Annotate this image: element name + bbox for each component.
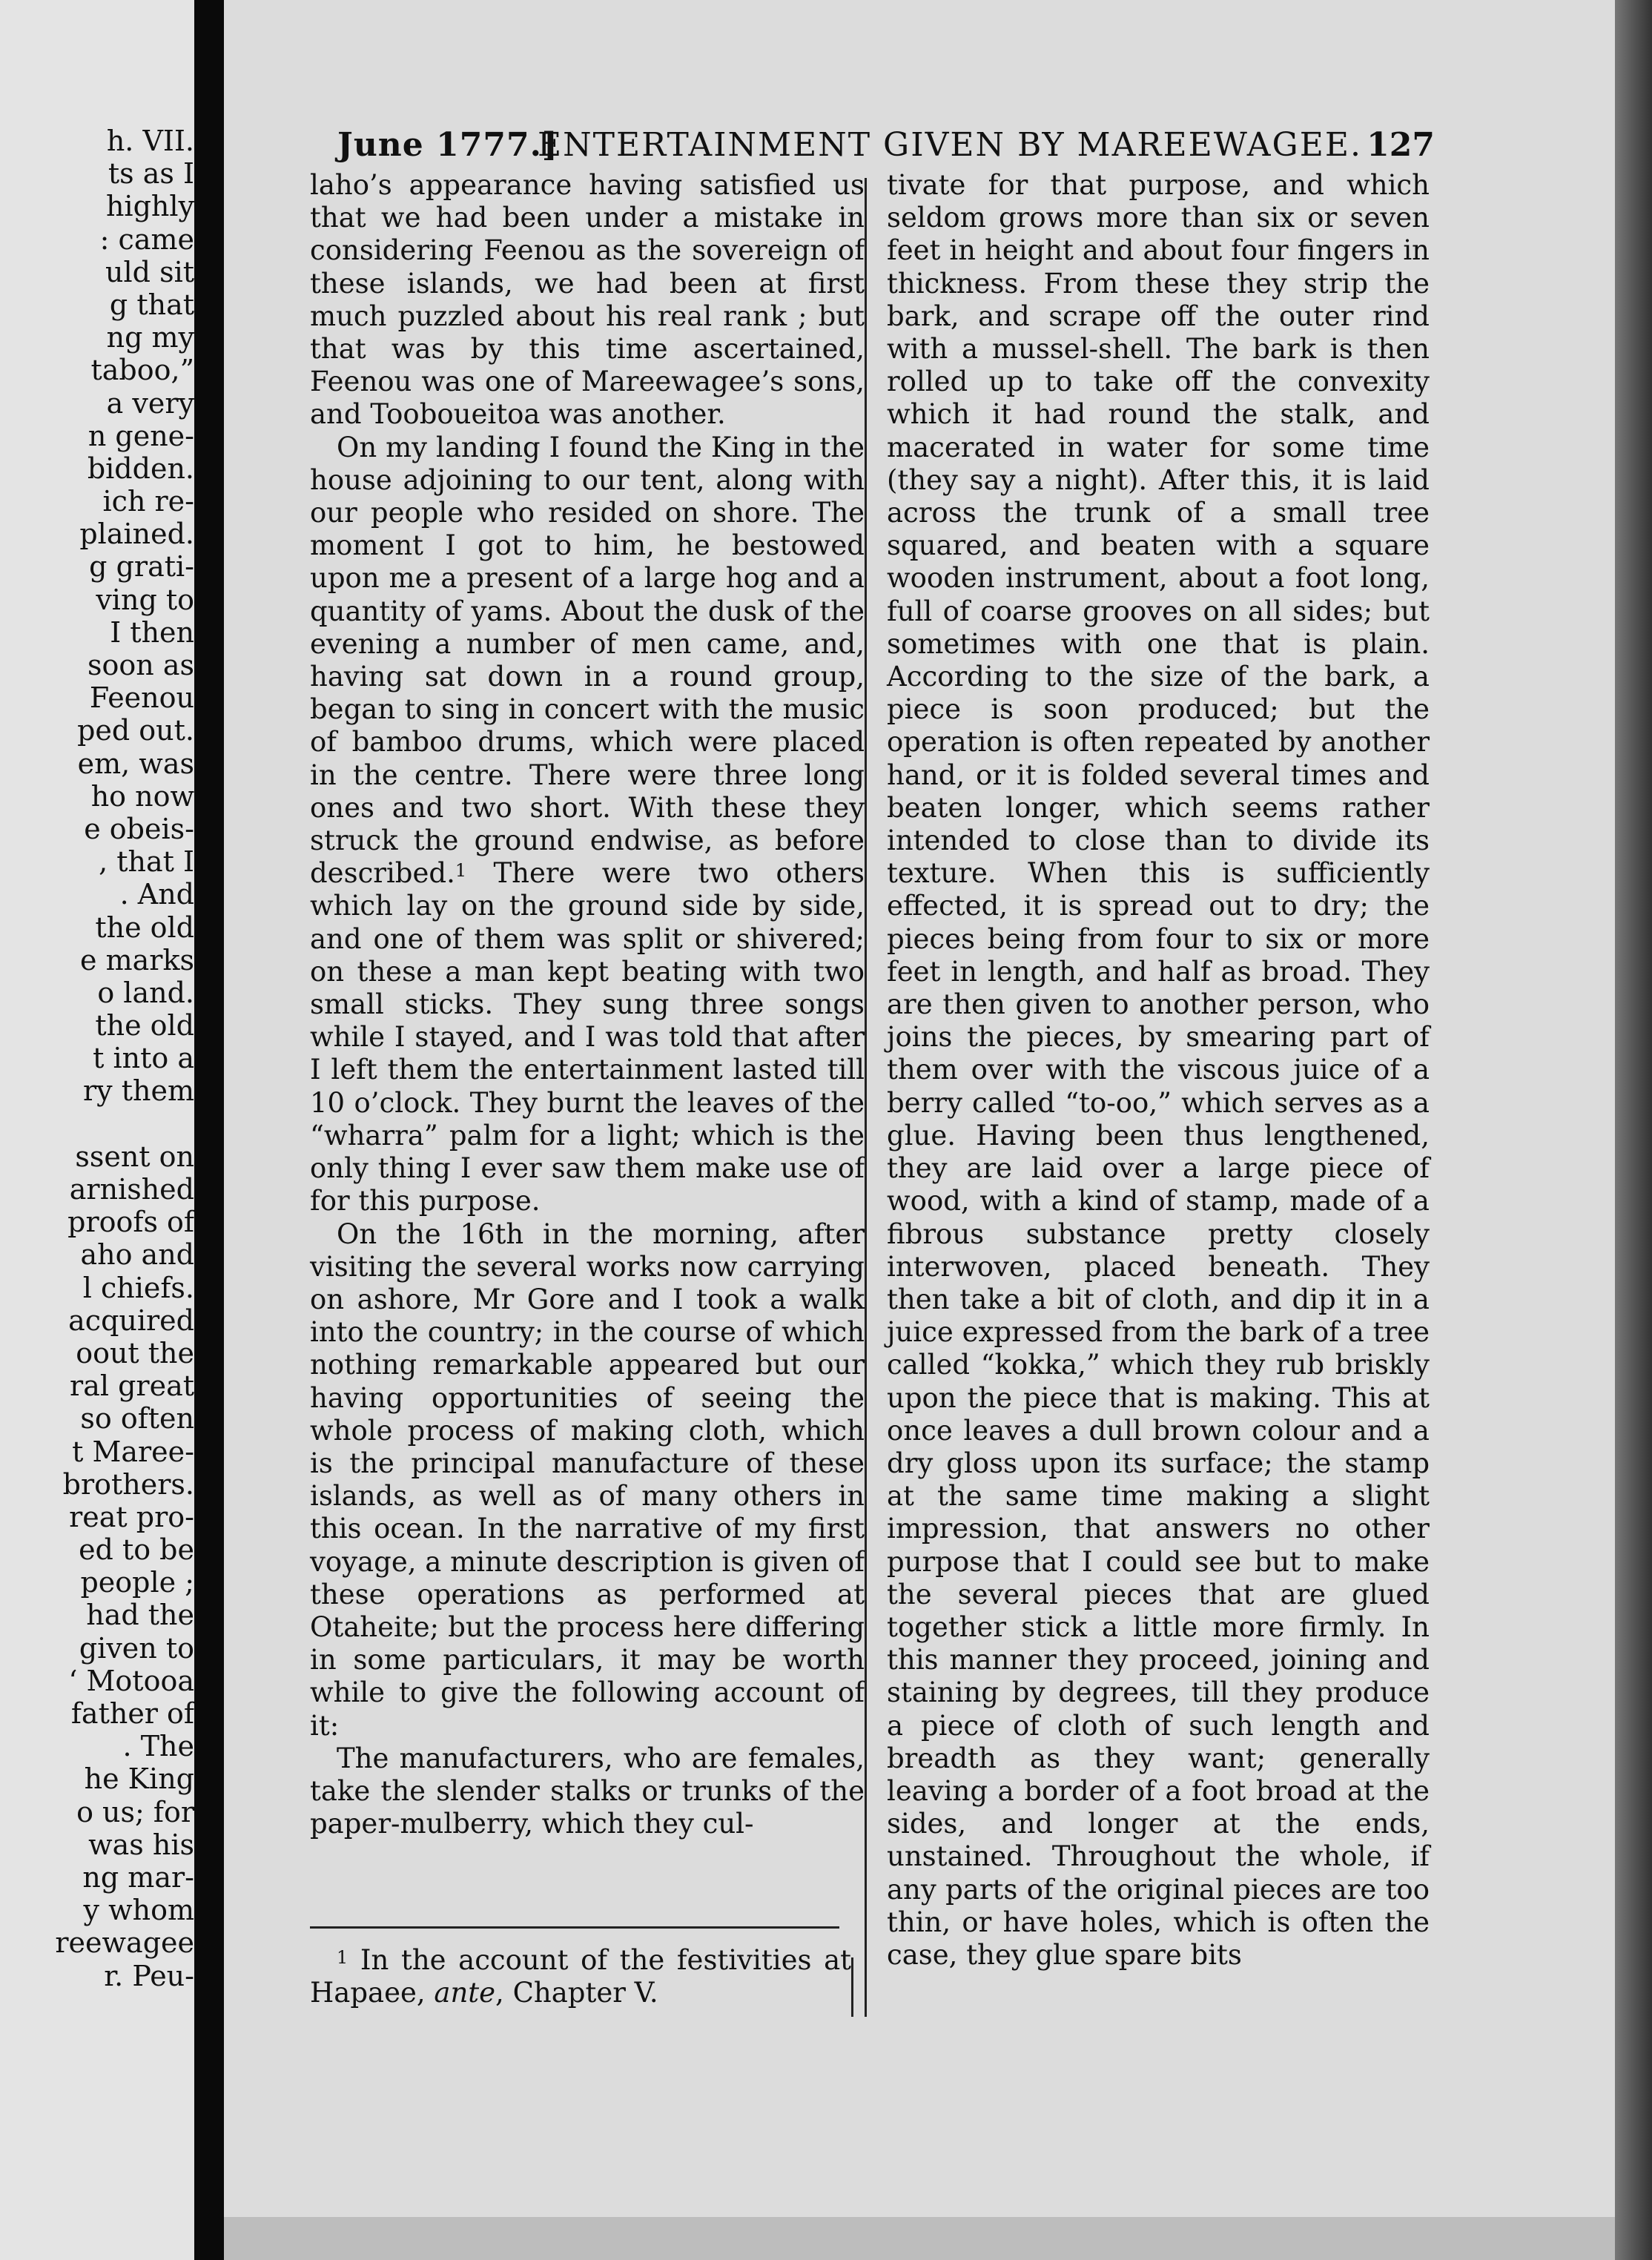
facing-page-line: bidden.: [87, 452, 194, 485]
facing-page-line: plained.: [79, 518, 194, 551]
facing-page-line: ho now: [90, 779, 194, 813]
paragraph: [310, 432, 865, 1218]
book-gutter: [194, 0, 224, 2260]
facing-page-line: y whom: [83, 1894, 194, 1927]
paragraph-text: There were two others which lay on the ground side by side, and one of them was split or shivered; on these a man kept beating with two small sticks. They sung three songs while I stayed, and I was told that after I left them the entertainment lasted till 10 o’clock. They burnt the leaves of the “wharra” palm for a light; which is the only thing I ever saw them make use of for this purpose.: [310, 857, 865, 1217]
facing-page-line: [0, 1108, 194, 1140]
facing-page-line: ral great: [70, 1369, 194, 1403]
facing-page-line: ‘ Motooa: [68, 1664, 194, 1697]
facing-page-line: , that I: [99, 845, 194, 879]
paragraph: On the 16th in the morning, after visiting the several works now carrying on ashore, Mr Gore and I took a walk into the country; in the course of which nothing remarkable appeared but our having opportunities of seeing the whole process of making cloth, which is the principal manufacture of these islands, as well as of many others in this ocean. In the narrative of my first voyage, a minute description is given of these operations as performed at Otaheite; but the process here differing in some particulars, it may be worth while to give the following account of it:: [310, 1217, 865, 1742]
header-date: June 1777.]: [337, 126, 558, 164]
facing-page-line: l chiefs.: [82, 1271, 194, 1304]
paragraph: The manufacturers, who are females, take the slender stalks or trunks of the paper-mulberry, which they cul-: [310, 1742, 865, 1840]
facing-page-text: [0, 125, 194, 1992]
facing-page-line: ich re-: [102, 485, 194, 518]
text-column-right: [887, 169, 1430, 1972]
facing-page-line: Feenou: [89, 681, 194, 715]
facing-page-line: acquired: [68, 1304, 194, 1337]
facing-page-line: proofs of: [67, 1206, 194, 1239]
text-column-left: [310, 169, 865, 1840]
facing-page-line: he King: [84, 1762, 194, 1796]
facing-page-line: reewagee: [55, 1926, 194, 1960]
facing-page-line: . The: [122, 1730, 194, 1763]
footnote-text: , Chapter V.: [495, 1977, 658, 2009]
column-rule: [865, 178, 867, 2017]
facing-page-line: reat pro-: [69, 1500, 194, 1533]
facing-page-line: so often: [80, 1402, 194, 1435]
page-number: 127: [1367, 126, 1435, 164]
footnote-marker: 1: [337, 1947, 348, 1968]
facing-page-line: aho and: [80, 1238, 194, 1272]
header-title: ENTERTAINMENT GIVEN BY MAREEWAGEE.: [538, 126, 1362, 164]
facing-page-line: the old: [95, 911, 194, 944]
facing-page-line: brothers.: [62, 1467, 194, 1501]
paragraph-text: On my landing I found the King in the house adjoining to our tent, along with our people who resided on shore. The moment I got to him, he bestowed upon me a present of a large hog and a quantity of yams. About the dusk of the evening a number of men came, and, having sat down in a round group, began to sing in concert with the music of bamboo drums, which were placed in the centre. There were three long ones and two short. With these they struck the ground endwise, as before described.: [310, 431, 865, 890]
facing-page-line: o land.: [97, 976, 194, 1009]
facing-page-line: em, was: [77, 747, 194, 780]
facing-page-line: was his: [88, 1828, 194, 1861]
facing-page-line: ed to be: [79, 1533, 194, 1567]
facing-page-line: oout the: [76, 1336, 194, 1369]
facing-page-line: e marks: [80, 943, 194, 977]
facing-page-line: r. Peu-: [104, 1959, 194, 1992]
running-header: [337, 126, 1435, 171]
paragraph: tivate for that purpose, and which seldom grows more than six or seven feet in height and about four fingers in thickness. From these they strip the bark, and scrape off the outer rind with a mussel-shell. The bark is then rolled up to take off the convexity which it had round the stalk, and macerated in water for some time (they say a night). After this, it is laid across the trunk of a small tree squared, and beaten with a square wooden instrument, about a foot long, full of coarse grooves on all sides; but sometimes with one that is plain. According to the size of the bark, a piece is soon produced; but the operation is often repeated by another hand, or it is folded several times and beaten longer, which seems rather intended to close than to divide its texture. When this is sufficiently effected, it is spread out to dry; the pieces being from four to six or more feet in length, and half as broad. They are then given to another person, who joins the pieces, by smearing part of them over with the viscous juice of a berry called “to-oo,” which serves as a glue. Having been thus lengthened, they are laid over a large piece of wood, with a kind of stamp, made of a fibrous substance pretty closely interwoven, placed beneath. They then take a bit of cloth, and dip it in a juice expressed from the bark of a tree called “kokka,” which they rub briskly upon the piece that is making. This at once leaves a dull brown colour and a dry gloss upon its surface; the stamp at the same time making a slight impression, that answers no other purpose that I could see but to make the several pieces that are glued together stick a little more firmly. In this manner they proceed, joining and staining by degrees, till they produce a piece of cloth of such length and breadth as they want; generally leaving a border of a foot broad at the sides, and longer at the ends, unstained. Throughout the whole, if any parts of the original pieces are too thin, or have holes, which is often the case, they glue spare bits: [887, 169, 1430, 1971]
facing-page-line: . And: [119, 878, 194, 911]
facing-page-line: n gene-: [87, 419, 194, 452]
facing-page-line: g that: [109, 288, 194, 321]
facing-page-line: uld sit: [105, 255, 194, 288]
facing-page-line: ry them: [83, 1074, 194, 1108]
facing-page-line: h. VII.: [106, 125, 194, 157]
footnote-text: In the account of the festivities at Hapaee,: [310, 1944, 851, 2009]
facing-page-line: arnished: [69, 1173, 194, 1206]
facing-page-line: father of: [70, 1697, 194, 1730]
facing-page-line: ped out.: [77, 714, 194, 747]
facing-page-line: t into a: [93, 1042, 194, 1075]
facing-page-line: people ;: [80, 1566, 194, 1599]
facing-page-line: ving to: [96, 583, 194, 616]
footnote-ref: 1: [455, 860, 467, 882]
facing-page-line: soon as: [87, 649, 194, 681]
facing-page-line: had the: [86, 1599, 194, 1632]
facing-page-line: g grati-: [89, 550, 194, 584]
footnote-rule: [310, 1926, 839, 1929]
facing-page-line: t Maree-: [72, 1435, 194, 1468]
facing-page-line: I then: [110, 615, 194, 649]
facing-page-line: ng mar-: [82, 1860, 194, 1894]
facing-page-line: ts as I: [108, 157, 194, 191]
facing-page-line: highly: [105, 190, 194, 223]
page-edge: [1615, 0, 1652, 2260]
facing-page-line: o us; for: [76, 1795, 194, 1828]
footnote-italic: ante: [434, 1977, 496, 2009]
facing-page-line: e obeis-: [84, 812, 194, 845]
facing-page-line: given to: [79, 1631, 194, 1665]
facing-page-line: ng my: [106, 321, 194, 354]
page-bottom-margin: [224, 2217, 1615, 2260]
facing-page-line: the old: [95, 1009, 194, 1043]
footnote: [310, 1944, 851, 2009]
facing-page-line: ssent on: [75, 1140, 194, 1173]
column-rule: [851, 1957, 853, 2017]
facing-page-line: : came: [99, 222, 194, 256]
facing-page-line: a very: [106, 386, 194, 420]
paragraph: laho’s appearance having satisfied us that we had been under a mistake in considering Feenou as the sovereign of these islands, we had been at first much puzzled about his real rank ; but that was by this time ascertained, Feenou was one of Mareewagee’s sons, and Tooboueitoa was another.: [310, 169, 865, 431]
facing-page-line: taboo,”: [90, 354, 194, 387]
